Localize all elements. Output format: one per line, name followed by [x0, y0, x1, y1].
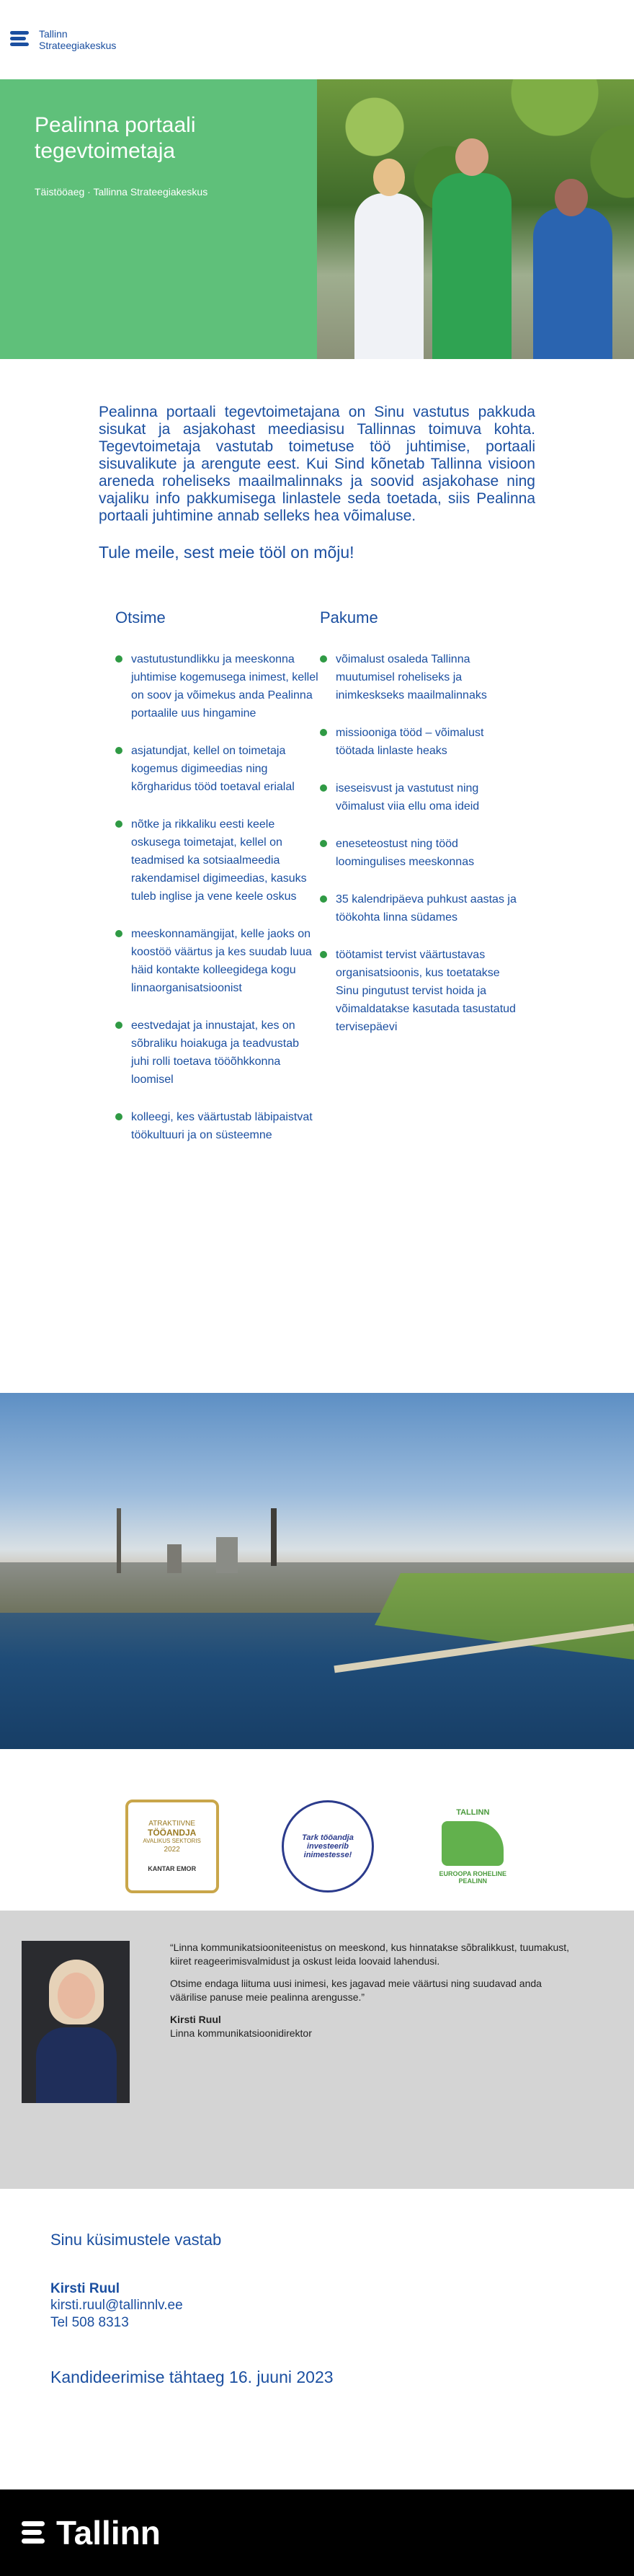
hero-section [0, 79, 634, 359]
footer-logo-text: Tallinn [56, 2514, 161, 2551]
list-item: töötamist tervist väärtustavas organisatsioonis, kus toetatakse Sinu pingutust tervist hoida ja võimaldatakse kasutada tasustatud tervisepäevi [320, 946, 524, 1036]
application-deadline: Kandideerimise tähtaeg 16. juuni 2023 [50, 2368, 334, 2386]
contact-section [0, 2189, 634, 2387]
quote-role: Linna kommunikatsioonidirektor [170, 2027, 312, 2039]
smart-employer-badge [282, 1800, 374, 1893]
list-item: missiooniga tööd – võimalust töötada linlaste heaks [320, 724, 524, 760]
tallinn-footer-logo[interactable] [22, 2513, 161, 2552]
hero-subtitle: Täistööaeg · Tallinna Strateegiakeskus [35, 186, 208, 198]
otsime-list [115, 650, 319, 1144]
offer-columns [0, 561, 634, 1164]
leaf-icon [442, 1821, 504, 1866]
otsime-column [115, 608, 319, 1164]
badge-text: ATRAKTIIVNE [148, 1820, 196, 1828]
list-item: eestvedajat ja innustajat, kes on sõbraliku hoiakuga ja teadvustab juhi rolli toetava tööõhkkonna loomisel [115, 1017, 319, 1089]
quote-p2: Otsime endaga liituma uusi inimesi, kes jagavad meie väärtusi ning suudavad anda väärilise panuse meie pealinna arengusse.” [170, 1978, 542, 2003]
list-item: asjatundjat, kellel on toimetaja kogemus digimeedias ning kõrgharidus tööd toetaval erialal [115, 742, 319, 796]
quote-p1: “Linna kommunikatsiooniteenistus on meeskond, kus hinnatakse sõbralikkust, tuumakust, kiiret reageerimisvalmidust ja oskust leida loovaid lahendusi. [170, 1942, 570, 1967]
strateegiakeskus-logo[interactable] [10, 28, 116, 51]
intro-section [0, 359, 634, 561]
intro-cta: Tule meile, sest meie tööl on mõju! [99, 543, 354, 562]
intro-text: Pealinna portaali tegevtoimetajana on Sinu vastutus pakkuda sisukat ja asjakohast meediasisu Tallinnas toimuva kohta. Tegevtoimetaja vastutab toimetuse töö juhtimise, portaali sisuvalikute ja arengute eest. Kui Sind kõnetab Tallinna visioon areneda roheliseks maailmalinnaks ja soovid asjakohase ning vajaliku info pakkumisega linlastele seda toetada, siis Pealinna portaali juhtimine annab selleks hea võimaluse. [99, 404, 535, 524]
badge-text: TALLINN [456, 1808, 490, 1817]
list-item: vastutustundlikku ja meeskonna juhtimise kogemusega inimest, kellel on soov ja võimekus anda Pealinna portaalile uus hingamine [115, 650, 319, 722]
top-bar [0, 0, 634, 79]
badge-text: EUROOPA ROHELINE PEALINN [439, 1870, 507, 1885]
list-item: eneseteostust ning tööd loomingulises meeskonnas [320, 835, 524, 871]
page-title: Pealinna portaali tegevtoimetaja [35, 113, 196, 163]
tallinn-panorama-photo [0, 1393, 634, 1749]
hero-photo [317, 79, 634, 359]
badge-text: AVALIKUS SEKTORIS [143, 1838, 201, 1844]
list-item: nõtke ja rikkaliku eesti keele oskusega toimetajat, kellel on teadmised ka sotsiaalmeedia rakendamisel digimeedias, kasuks tuleb inglise ja vene keele oskus [115, 815, 319, 906]
green-capital-badge [437, 1792, 509, 1900]
avatar [22, 1941, 130, 2103]
list-item: võimalust osaleda Tallinna muutumisel roheliseks ja inimkeskseks maailmalinnaks [320, 650, 524, 704]
footer [0, 2489, 634, 2576]
logo-text [39, 28, 116, 51]
otsime-heading: Otsime [115, 608, 166, 627]
list-item: kolleegi, kes väärtustab läbipaistvat töökultuuri ja on süsteemne [115, 1108, 319, 1144]
list-item: iseseisvust ja vastutust ning võimalust viia ellu oma ideid [320, 779, 524, 815]
pakume-column [320, 608, 524, 1164]
badge-brand: KANTAR EMOR [148, 1865, 197, 1872]
list-item: meeskonnamängijat, kelle jaoks on koostöö väärtus ja kes suudab luua häid kontakte kolleegidega kogu linnaorganisatsioonist [115, 925, 319, 997]
quote-section [0, 1911, 634, 2189]
contact-email[interactable]: kirsti.ruul@tallinnlv.ee [50, 2298, 183, 2313]
contact-name: Kirsti Ruul [50, 2281, 120, 2296]
badge-text: TÖÖANDJA [147, 1828, 197, 1838]
attractive-employer-badge [125, 1800, 219, 1893]
pakume-list [320, 650, 524, 1036]
logo-line-2: Strateegiakeskus [39, 40, 117, 51]
badge-text: 2022 [164, 1846, 180, 1854]
contact-phone[interactable]: Tel 508 8313 [50, 2315, 129, 2330]
tallinn-logo-icon [22, 2518, 46, 2547]
quote-text [170, 1941, 581, 2189]
hero-text-panel [0, 79, 317, 359]
logo-line-1: Tallinn [39, 28, 68, 40]
pakume-heading: Pakume [320, 608, 378, 627]
quote-name: Kirsti Ruul [170, 2014, 221, 2025]
contact-heading: Sinu küsimustele vastab [50, 2231, 222, 2249]
list-item: 35 kalendripäeva puhkust aastas ja töökohta linna südames [320, 890, 524, 926]
badge-text: Tark tööandja investeerib inimestesse! [302, 1833, 354, 1859]
tallinn-logo-icon [10, 29, 32, 50]
